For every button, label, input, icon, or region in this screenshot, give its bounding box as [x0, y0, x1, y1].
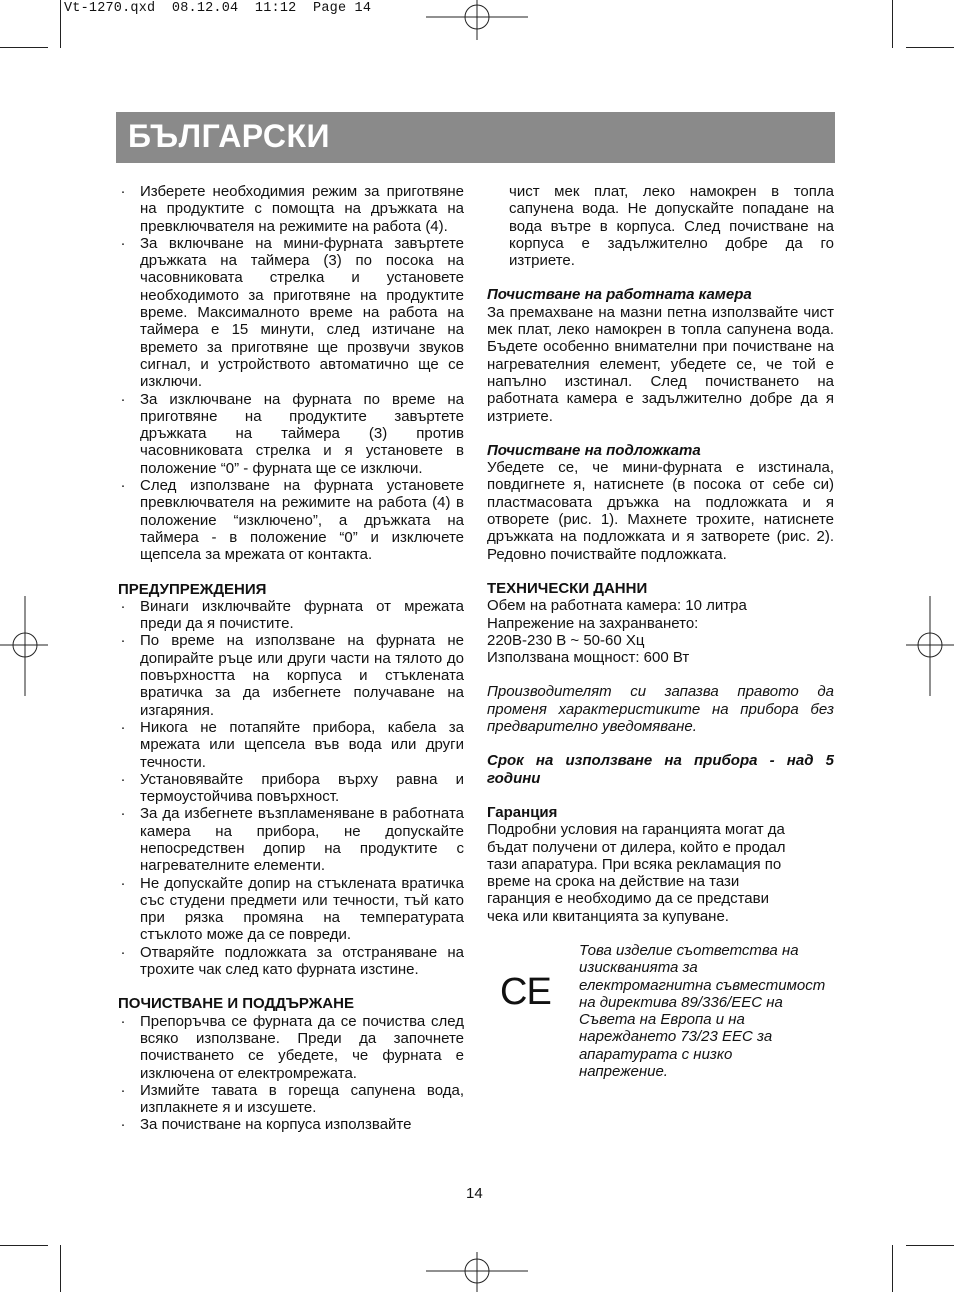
- tech-line: Напрежение на захранването:: [487, 614, 699, 632]
- chamber-cleaning-heading: Почистване на работната камера: [487, 286, 752, 304]
- language-banner: [116, 112, 835, 163]
- tray-cleaning-text: Убедете се, че мини-фурната е изстинала, повдигнете я, натиснете (в посока от себе си) пластмасовата дръжка на подложката и я отворете (рис. 1). Махнете трохите, натиснете дръжката на подложката и я затворете (рис. 2). Редовно почиствайте подложката.: [487, 459, 834, 563]
- tech-data-heading: ТЕХНИЧЕСКИ ДАННИ: [487, 579, 648, 597]
- list-item: · Измийте тавата в гореща сапунена вода, изплакнете я и изсушете.: [120, 1081, 464, 1117]
- list-item: · За да избегнете възпламеняване в работната камера на прибора, не допускайте непосредствен допир на продуктите с нагревателните елементи.: [120, 805, 464, 875]
- list-item: · За изключване на фурната по време на приготвяне на продуктите завъртете дръжката на таймера (3) против часовниковата стрелка и я установете в положение “0” - фурната ще се изключи.: [120, 390, 464, 477]
- crop-mark: [0, 47, 48, 48]
- warranty-line: тази апаратура. При всяка рекламация по: [487, 855, 782, 873]
- cleaning-list: [118, 1013, 464, 1134]
- crop-mark: [60, 0, 61, 48]
- tech-line: 220В-230 В ~ 50-60 Хц: [487, 631, 645, 649]
- crop-mark: [892, 0, 893, 48]
- warranty-line: Подробни условия на гаранцията могат да: [487, 821, 785, 839]
- list-item: · Отваряйте подложката за отстраняване на трохите чак след като фурната изстине.: [120, 943, 464, 979]
- list-item: · Изберете необходимия режим за приготвяне на продуктите с помощта на дръжката на превключвателя на режимите на работа (4).: [120, 183, 464, 235]
- warranty-line: време на срока на действие на тази: [487, 873, 740, 891]
- page-number: 14: [466, 1185, 483, 1202]
- list-item: · За почистване на корпуса използвайте: [120, 1116, 412, 1134]
- crop-mark: [0, 1245, 48, 1246]
- tech-line: Обем на работната камера: 10 литра: [487, 597, 747, 615]
- chamber-cleaning-text: За премахване на мазни петна използвайте чист мек плат, леко намокрен в топла сапунена вода. Бъдете особенно внимателни при почистване на нагревателния елемент, убедете се, че той е напълно изстинал. След почистването на работната камера е задължително добре да я изтриете.: [487, 303, 834, 425]
- list-item: · Винаги изключвайте фурната от мрежата преди да я почистите.: [120, 597, 464, 633]
- warranty-line: чека или квитанцията за купуване.: [487, 907, 729, 925]
- cleaning-continuation: чист мек плат, леко намокрен в топла сапунена вода. Не допускайте попадане на вода вътре в корпуса. След почистване на корпуса е задължително добре да го изтриете.: [509, 183, 834, 270]
- tray-cleaning-heading: Почистване на подложката: [487, 441, 701, 459]
- ce-conformity-block: [487, 942, 834, 1082]
- crop-mark: [60, 1245, 61, 1292]
- lifetime-note: Срок на използване на прибора - над 5 години: [487, 752, 834, 787]
- manufacturer-note: Производителят си запазва правото да променя характеристиките на прибора без предварително уведомяване.: [487, 683, 834, 736]
- warranty-line: бъдат получени от дилера, който е продал: [487, 838, 786, 856]
- registration-mark-right: [906, 596, 954, 696]
- page-title: БЪЛГАРСКИ: [128, 118, 330, 154]
- list-item: · Никога не потапяйте прибора, кабела за мрежата или щепсела във вода или други течности.: [120, 718, 464, 771]
- ce-mark-icon: CE: [500, 970, 551, 1013]
- list-item: · По време на използване на фурната не допирайте ръце или други части на тялото до повърхността на корпуса и стъклената вратичка за да избегнете получаване на изгаряния.: [120, 632, 464, 719]
- tech-line: Използвана мощност: 600 Вт: [487, 649, 690, 667]
- registration-mark-left: [0, 596, 48, 696]
- warranty-heading: Гаранция: [487, 803, 558, 821]
- cleaning-heading: ПОЧИСТВАНЕ И ПОДДЪРЖАНЕ: [118, 995, 354, 1013]
- crop-mark: [892, 1245, 893, 1292]
- file-slug: Vt-1270.qxd 08.12.04 11:12 Page 14: [64, 1, 372, 16]
- list-item: · Препоръчва се фурната да се почиства след всяко използване. Преди да започнете почистването се убедете, че фурната е изключена от електромрежата.: [120, 1012, 464, 1082]
- warnings-heading: ПРЕДУПРЕЖДЕНИЯ: [118, 580, 267, 598]
- warranty-line: гаранция е необходимо да се представи: [487, 890, 769, 908]
- registration-mark-bottom: [426, 1252, 528, 1292]
- list-item: · За включване на мини-фурната завъртете дръжката на таймера (3) по посока на часовниковата стрелка и установете необходимото за приготвяне на продуктите време. Максималното време на работа на таймера е 15 минути, след изтичане на времето за приготвяне ще прозвучи звуков сигнал, и устройството автоматично ще се изключи.: [120, 234, 464, 391]
- left-column: [118, 183, 464, 1134]
- list-item: · След използване на фурната установете превключвателя на режимите на работа (4) в положение “изключено”, а дръжката на таймера - в положение “0” и изключете щепсела за мрежата от контакта.: [120, 477, 464, 564]
- usage-list: [118, 183, 464, 564]
- list-item: · Не допускайте допир на стъклената вратичка със студени предмети или течности, тъй като при рязка промяна на температурата стъклото може да се повреди.: [120, 874, 464, 944]
- list-item: · Установявайте прибора върху равна и термоустойчива повърхност.: [120, 770, 464, 806]
- crop-mark: [906, 47, 954, 48]
- ce-conformity-text: Това изделие съответства на изискванията за електромагнитна съвместимост на директива 89/336/EEC на Съвета на Европа и на нареждането 73/23 EEC за апаратурата с низко напрежение.: [579, 941, 826, 1081]
- warnings-list: [118, 598, 464, 979]
- right-column: [487, 183, 834, 1082]
- registration-mark-top: [426, 0, 528, 40]
- crop-mark: [906, 1245, 954, 1246]
